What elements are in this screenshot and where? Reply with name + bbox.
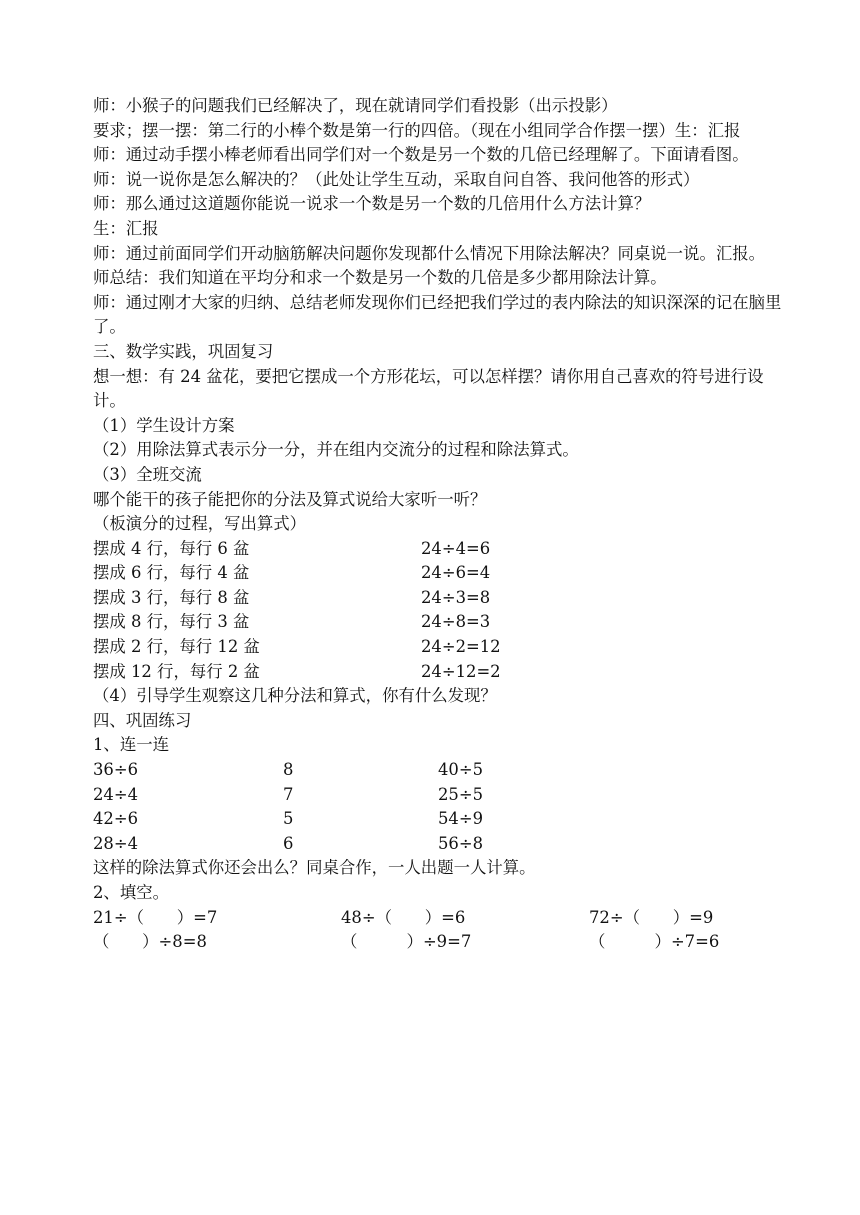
arrangement-row xyxy=(93,586,783,611)
arrangement-row xyxy=(93,610,783,635)
paragraph: （板演分的过程，写出算式） xyxy=(93,514,307,534)
fill-blank-exercise xyxy=(93,906,783,955)
matching-row xyxy=(93,758,783,783)
matching-right: 40÷5 xyxy=(438,760,484,780)
paragraph: 师：通过动手摆小棒老师看出同学们对一个数是另一个数的几倍已经理解了。下面请看图。 xyxy=(93,145,749,165)
paragraph: （2）用除法算式表示分一分，并在组内交流分的过程和除法算式。 xyxy=(93,440,579,460)
fill-blank-item: （ ）÷9=7 xyxy=(341,932,472,952)
arrangement-list xyxy=(93,537,783,685)
arrangement-row xyxy=(93,660,783,685)
paragraph: 1、连一连 xyxy=(93,735,169,755)
matching-right: 54÷9 xyxy=(438,809,484,829)
paragraph: 要求；摆一摆：第二行的小棒个数是第一行的四倍。（现在小组同学合作摆一摆）生：汇报 xyxy=(93,120,741,140)
arrangement-text: 摆成 6 行，每行 4 盆 xyxy=(93,563,250,583)
fill-blank-item: （ ）÷8=8 xyxy=(93,932,207,952)
paragraph: 想一想：有 24 盆花，要把它摆成一个方形花坛，可以怎样摆？请你用自己喜欢的符号进行设计。 xyxy=(93,366,764,411)
document-page xyxy=(93,94,783,955)
paragraph: 师总结：我们知道在平均分和求一个数是另一个数的几倍是多少都用除法计算。 xyxy=(93,268,667,288)
arrangement-text: 摆成 2 行，每行 12 盆 xyxy=(93,637,260,657)
matching-left: 42÷6 xyxy=(93,809,139,829)
matching-exercise xyxy=(93,758,783,856)
exercise-intro-section xyxy=(93,684,783,758)
arrangement-formula: 24÷3=8 xyxy=(421,587,491,607)
fill-blank-item: 48÷（ ）=6 xyxy=(341,907,466,927)
paragraph: （1）学生设计方案 xyxy=(93,415,235,435)
arrangement-formula: 24÷8=3 xyxy=(421,612,491,632)
paragraph: 生：汇报 xyxy=(93,218,159,238)
paragraph: 2、填空。 xyxy=(93,883,169,902)
arrangement-formula: 24÷2=12 xyxy=(421,637,501,657)
paragraph: 师：说一说你是怎么解决的？（此处让学生互动，采取自问自答、我问他答的形式） xyxy=(93,169,700,189)
paragraph: 四、巩固练习 xyxy=(93,710,192,730)
fill-blank-item: 21÷（ ）=7 xyxy=(93,907,218,927)
matching-middle: 5 xyxy=(283,809,294,829)
fill-blank-item: （ ）÷7=6 xyxy=(589,932,720,952)
matching-left: 36÷6 xyxy=(93,760,139,780)
arrangement-formula: 24÷4=6 xyxy=(421,538,491,558)
matching-middle: 8 xyxy=(283,760,294,780)
arrangement-row xyxy=(93,635,783,660)
paragraph: 师：通过前面同学们开动脑筋解决问题你发现都什么情况下用除法解决？同桌说一说。汇报。 xyxy=(93,243,766,263)
fill-blank-intro-section xyxy=(93,856,783,905)
arrangement-formula: 24÷12=2 xyxy=(421,661,501,681)
paragraph: 这样的除法算式你还会出么？同桌合作，一人出题一人计算。 xyxy=(93,858,536,878)
paragraph: （4）引导学生观察这几种分法和算式，你有什么发现？ xyxy=(93,686,497,706)
paragraph: （3）全班交流 xyxy=(93,464,202,484)
fill-blank-row xyxy=(93,906,783,931)
arrangement-row xyxy=(93,561,783,586)
paragraph: 师：小猴子的问题我们已经解决了，现在就请同学们看投影（出示投影） xyxy=(93,96,618,115)
paragraph: 师：通过刚才大家的归纳、总结老师发现你们已经把我们学过的表内除法的知识深深的记在脑里了。 xyxy=(93,292,782,337)
matching-left: 28÷4 xyxy=(93,833,139,853)
arrangement-text: 摆成 8 行，每行 3 盆 xyxy=(93,612,250,632)
matching-row xyxy=(93,832,783,857)
paragraph: 师：那么通过这道题你能说一说求一个数是另一个数的几倍用什么方法计算？ xyxy=(93,194,651,214)
fill-blank-item: 72÷（ ）=9 xyxy=(589,907,714,927)
paragraph: 哪个能干的孩子能把你的分法及算式说给大家听一听？ xyxy=(93,489,487,509)
arrangement-text: 摆成 12 行，每行 2 盆 xyxy=(93,661,260,681)
paragraph: 三、数学实践，巩固复习 xyxy=(93,341,274,361)
arrangement-row xyxy=(93,537,783,562)
matching-row xyxy=(93,807,783,832)
arrangement-formula: 24÷6=4 xyxy=(421,563,491,583)
matching-middle: 7 xyxy=(283,784,294,804)
intro-section xyxy=(93,94,783,537)
matching-right: 25÷5 xyxy=(438,784,484,804)
matching-middle: 6 xyxy=(283,833,294,853)
matching-left: 24÷4 xyxy=(93,784,139,804)
arrangement-text: 摆成 4 行，每行 6 盆 xyxy=(93,538,250,558)
matching-row xyxy=(93,783,783,808)
arrangement-text: 摆成 3 行，每行 8 盆 xyxy=(93,587,250,607)
matching-right: 56÷8 xyxy=(438,833,484,853)
fill-blank-row xyxy=(93,930,783,955)
